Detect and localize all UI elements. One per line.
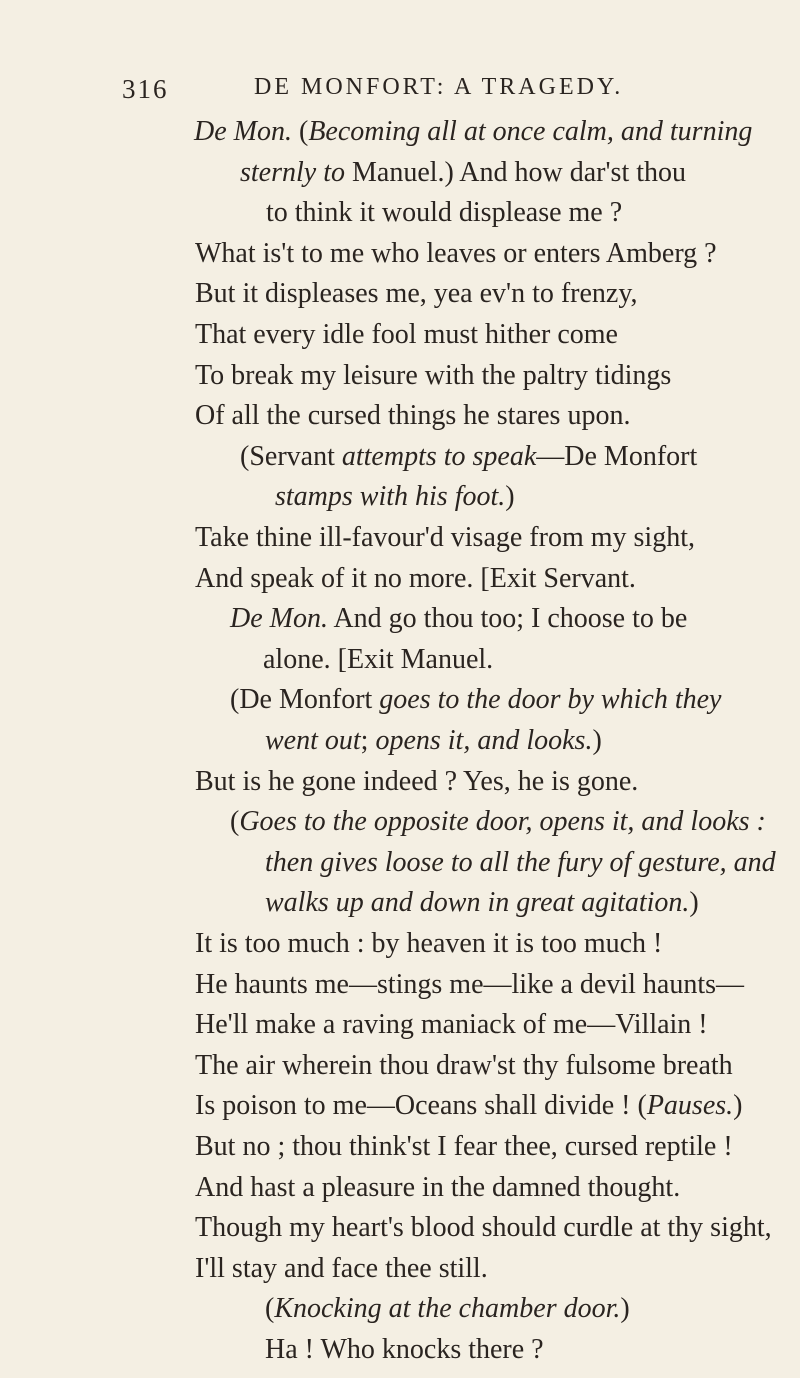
line-text: —De Monfort bbox=[536, 440, 698, 472]
line-text: He haunts me—stings me—like a devil haunts— bbox=[195, 968, 745, 1000]
text-line bbox=[195, 1005, 708, 1045]
stage-direction-text: De Mon. bbox=[230, 603, 328, 635]
line-text: It is too much : by heaven it is too much ! bbox=[195, 928, 663, 959]
line-text: What is't to me who leaves or enters Amberg ? bbox=[195, 237, 717, 269]
text-line bbox=[195, 762, 638, 802]
line-text: (Servant bbox=[240, 440, 342, 472]
line-text: Manuel.) And how dar'st thou bbox=[345, 156, 687, 188]
text-line bbox=[195, 1046, 733, 1086]
line-text: And go thou too; I choose to be bbox=[327, 603, 688, 635]
text-line bbox=[230, 802, 766, 842]
line-text: ) bbox=[620, 1293, 630, 1325]
page-number: 316 bbox=[122, 74, 169, 104]
text-line bbox=[275, 477, 515, 517]
stage-direction-text: Becoming all at once calm, and turning bbox=[308, 116, 753, 147]
line-text: To break my leisure with the paltry tidings bbox=[195, 359, 672, 391]
line-text: But no ; thou think'st I fear thee, cursed reptile ! bbox=[195, 1131, 733, 1162]
line-text: ) bbox=[505, 481, 515, 513]
text-line bbox=[263, 640, 493, 680]
line-text: And speak of it no more. [Exit Servant. bbox=[195, 562, 636, 594]
line-text: ( bbox=[230, 806, 240, 838]
text-line bbox=[265, 843, 776, 883]
text-line bbox=[195, 274, 638, 314]
text-line bbox=[195, 1168, 680, 1208]
text-line bbox=[195, 1208, 772, 1248]
text-line bbox=[265, 1330, 544, 1370]
line-text: to think it would displease me ? bbox=[266, 197, 623, 229]
text-line bbox=[195, 559, 636, 599]
text-line bbox=[195, 924, 662, 964]
text-line bbox=[240, 153, 686, 193]
line-text: But is he gone indeed ? Yes, he is gone. bbox=[195, 765, 639, 797]
text-line bbox=[195, 315, 618, 355]
stage-direction-text: walks up and down in great agitation. bbox=[265, 887, 690, 919]
text-line bbox=[265, 1289, 630, 1329]
line-text: And hast a pleasure in the damned thought. bbox=[195, 1171, 681, 1203]
text-line bbox=[265, 883, 699, 923]
stage-direction-text: attempts to speak bbox=[341, 440, 537, 472]
line-text: ; bbox=[360, 725, 376, 756]
line-text: ) bbox=[733, 1090, 743, 1122]
text-line bbox=[265, 721, 602, 761]
stage-direction-text: then gives loose to all the fury of gesture, and bbox=[265, 846, 776, 878]
text-line bbox=[195, 396, 630, 436]
stage-direction-text: stamps with his foot. bbox=[275, 481, 506, 513]
text-line bbox=[230, 680, 721, 720]
line-text: That every idle fool must hither come bbox=[195, 319, 618, 350]
stage-direction-text: goes to the door by which they bbox=[379, 684, 722, 716]
stage-direction-text: sternly to bbox=[240, 156, 345, 188]
text-line bbox=[230, 599, 687, 639]
stage-direction-text: Knocking at the chamber door. bbox=[274, 1293, 621, 1325]
text-line bbox=[195, 965, 744, 1005]
line-text: ) bbox=[592, 725, 602, 756]
line-text: He'll make a raving maniack of me—Villain ! bbox=[195, 1009, 708, 1041]
line-text: Of all the cursed things he stares upon. bbox=[195, 400, 631, 432]
stage-direction-text: Pauses. bbox=[646, 1090, 734, 1122]
line-text: Is poison to me—Oceans shall divide ! ( bbox=[195, 1090, 647, 1122]
text-line bbox=[195, 234, 717, 274]
line-text: I'll stay and face thee still. bbox=[195, 1252, 488, 1284]
stage-direction-text: went out bbox=[265, 725, 361, 756]
line-text: ( bbox=[291, 116, 309, 147]
line-text: But it displeases me, yea ev'n to frenzy, bbox=[195, 278, 638, 310]
text-line bbox=[240, 437, 697, 477]
text-line bbox=[195, 356, 671, 396]
stage-direction-text: De Mon. bbox=[194, 116, 292, 147]
text-line bbox=[195, 518, 695, 558]
text-line bbox=[266, 193, 622, 233]
line-text: Take thine ill-favour'd visage from my sight, bbox=[195, 522, 695, 553]
text-line bbox=[195, 1249, 488, 1289]
running-title: DE MONFORT: A TRAGEDY. bbox=[254, 74, 624, 100]
line-text: Ha ! Who knocks there ? bbox=[265, 1334, 544, 1365]
line-text: (De Monfort bbox=[230, 684, 380, 716]
stage-direction-text: Goes to the opposite door, opens it, and looks : bbox=[239, 806, 766, 838]
line-text: ( bbox=[265, 1293, 275, 1325]
stage-direction-text: opens it, and looks. bbox=[375, 725, 593, 756]
line-text: alone. [Exit Manuel. bbox=[263, 643, 494, 675]
line-text: Though my heart's blood should curdle at thy sight, bbox=[195, 1212, 772, 1244]
line-text: ) bbox=[689, 887, 699, 919]
line-text: The air wherein thou draw'st thy fulsome breath bbox=[195, 1049, 733, 1081]
text-line bbox=[194, 112, 752, 152]
text-line bbox=[195, 1086, 742, 1126]
text-line bbox=[195, 1127, 733, 1167]
